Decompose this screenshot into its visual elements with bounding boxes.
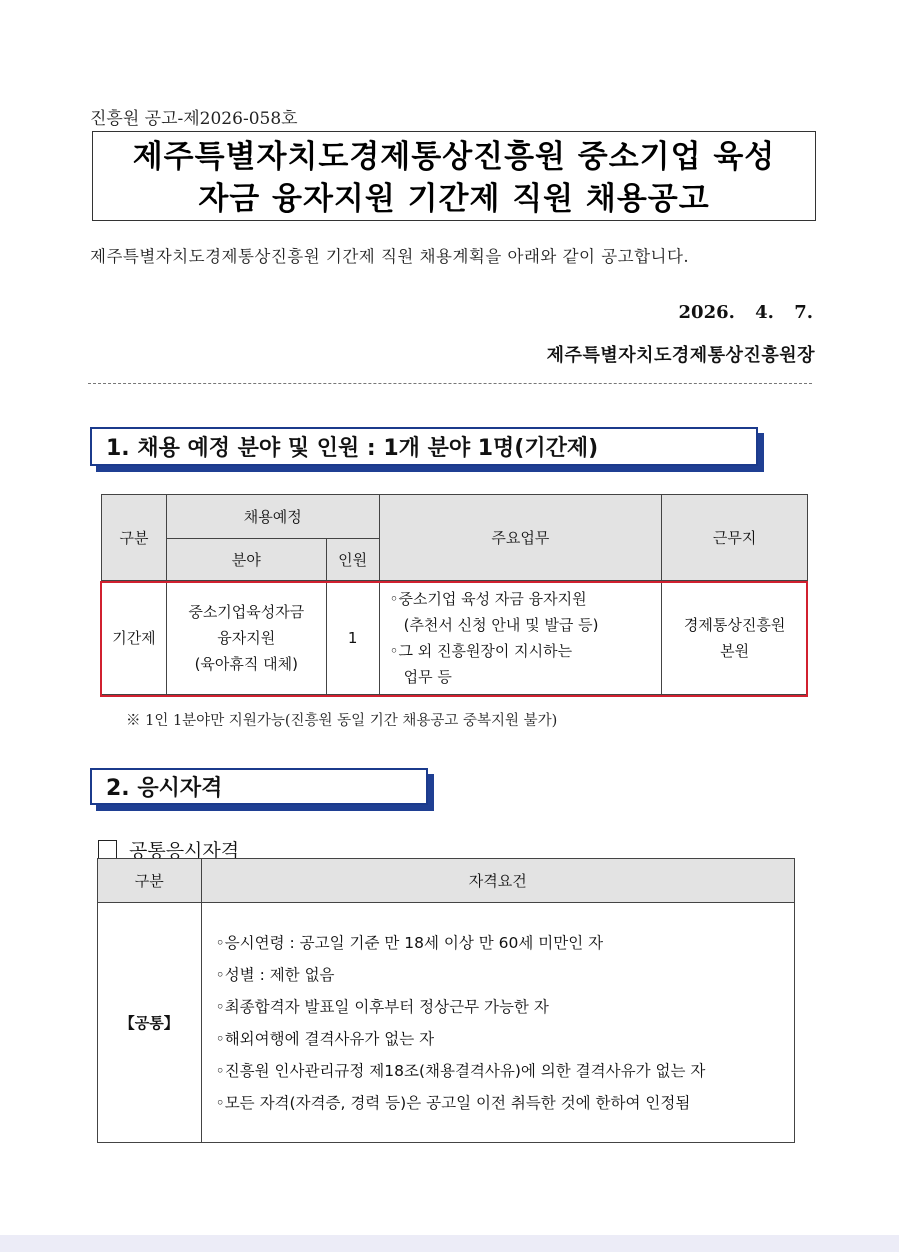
table-row — [98, 903, 795, 1143]
section1-heading-text: 1. 채용 예정 분야 및 인원 : 1개 분야 1명(기간제) — [106, 436, 599, 461]
header-planned: 채용예정 — [166, 495, 379, 539]
section1-heading — [90, 427, 758, 466]
common-category: 【공통】 — [98, 903, 202, 1143]
requirement-item: ◦응시연령 : 공고일 기준 만 18세 이상 만 60세 미만인 자 — [215, 933, 604, 952]
divider — [88, 383, 812, 384]
title-line-2: 자금 융자지원 기간제 직원 채용공고 — [198, 181, 710, 217]
workplace-line: 본원 — [720, 641, 750, 660]
intro-text: 제주특별자치도경제통상진흥원 기간제 직원 채용계획을 아래와 같이 공고합니다. — [90, 247, 690, 266]
checkbox-icon — [98, 840, 117, 859]
bottom-band — [0, 1235, 899, 1252]
highlight-box — [100, 581, 808, 697]
duty-item: ◦그 외 진흥원장이 지시하는 — [389, 641, 573, 660]
qualification-table — [97, 858, 795, 1143]
section2-heading-text: 2. 응시자격 — [106, 776, 223, 801]
notice-date: 2026. 4. 7. — [678, 302, 813, 323]
notice-number: 진흥원 공고-제2026-058호 — [90, 109, 298, 129]
requirements-cell — [201, 903, 794, 1143]
field-line: 중소기업육성자금 — [188, 602, 305, 621]
header-workplace: 근무지 — [662, 495, 808, 581]
field-line: 융자지원 — [217, 628, 276, 647]
title-line-1: 제주특별자치도경제통상진흥원 중소기업 육성 — [132, 139, 776, 175]
duty-item-detail: 업무 등 — [403, 667, 452, 686]
field-line: (육아휴직 대체) — [194, 654, 298, 673]
header-requirements: 자격요건 — [201, 859, 794, 903]
requirement-item: ◦성별 : 제한 없음 — [215, 965, 335, 984]
header-field: 분야 — [166, 539, 326, 581]
row-headcount: 1 — [326, 581, 379, 695]
header-duties: 주요업무 — [379, 495, 662, 581]
requirement-item: ◦해외여행에 결격사유가 없는 자 — [215, 1029, 435, 1048]
section2-heading — [90, 768, 428, 805]
requirement-item: ◦최종합격자 발표일 이후부터 정상근무 가능한 자 — [215, 997, 549, 1016]
workplace-line: 경제통상진흥원 — [683, 615, 786, 634]
header-headcount: 인원 — [326, 539, 379, 581]
requirement-item: ◦모든 자격(자격증, 경력 등)은 공고일 이전 취득한 것에 한하여 인정됨 — [215, 1093, 691, 1112]
subheading-text: 공통응시자격 — [129, 840, 240, 862]
requirement-item: ◦진흥원 인사관리규정 제18조(채용결격사유)에 의한 결격사유가 없는 자 — [215, 1061, 706, 1080]
application-note: ※ 1인 1분야만 지원가능(진흥원 동일 기간 채용공고 중복지원 불가) — [126, 713, 558, 729]
duty-item: ◦중소기업 육성 자금 융자지원 — [389, 589, 587, 608]
row-category: 기간제 — [102, 581, 167, 695]
header-category: 구분 — [102, 495, 167, 581]
issuer: 제주특별자치도경제통상진흥원장 — [546, 345, 815, 366]
title-box — [92, 131, 816, 221]
header-category: 구분 — [98, 859, 202, 903]
duty-item-detail: (추천서 신청 안내 및 발급 등) — [403, 615, 599, 634]
